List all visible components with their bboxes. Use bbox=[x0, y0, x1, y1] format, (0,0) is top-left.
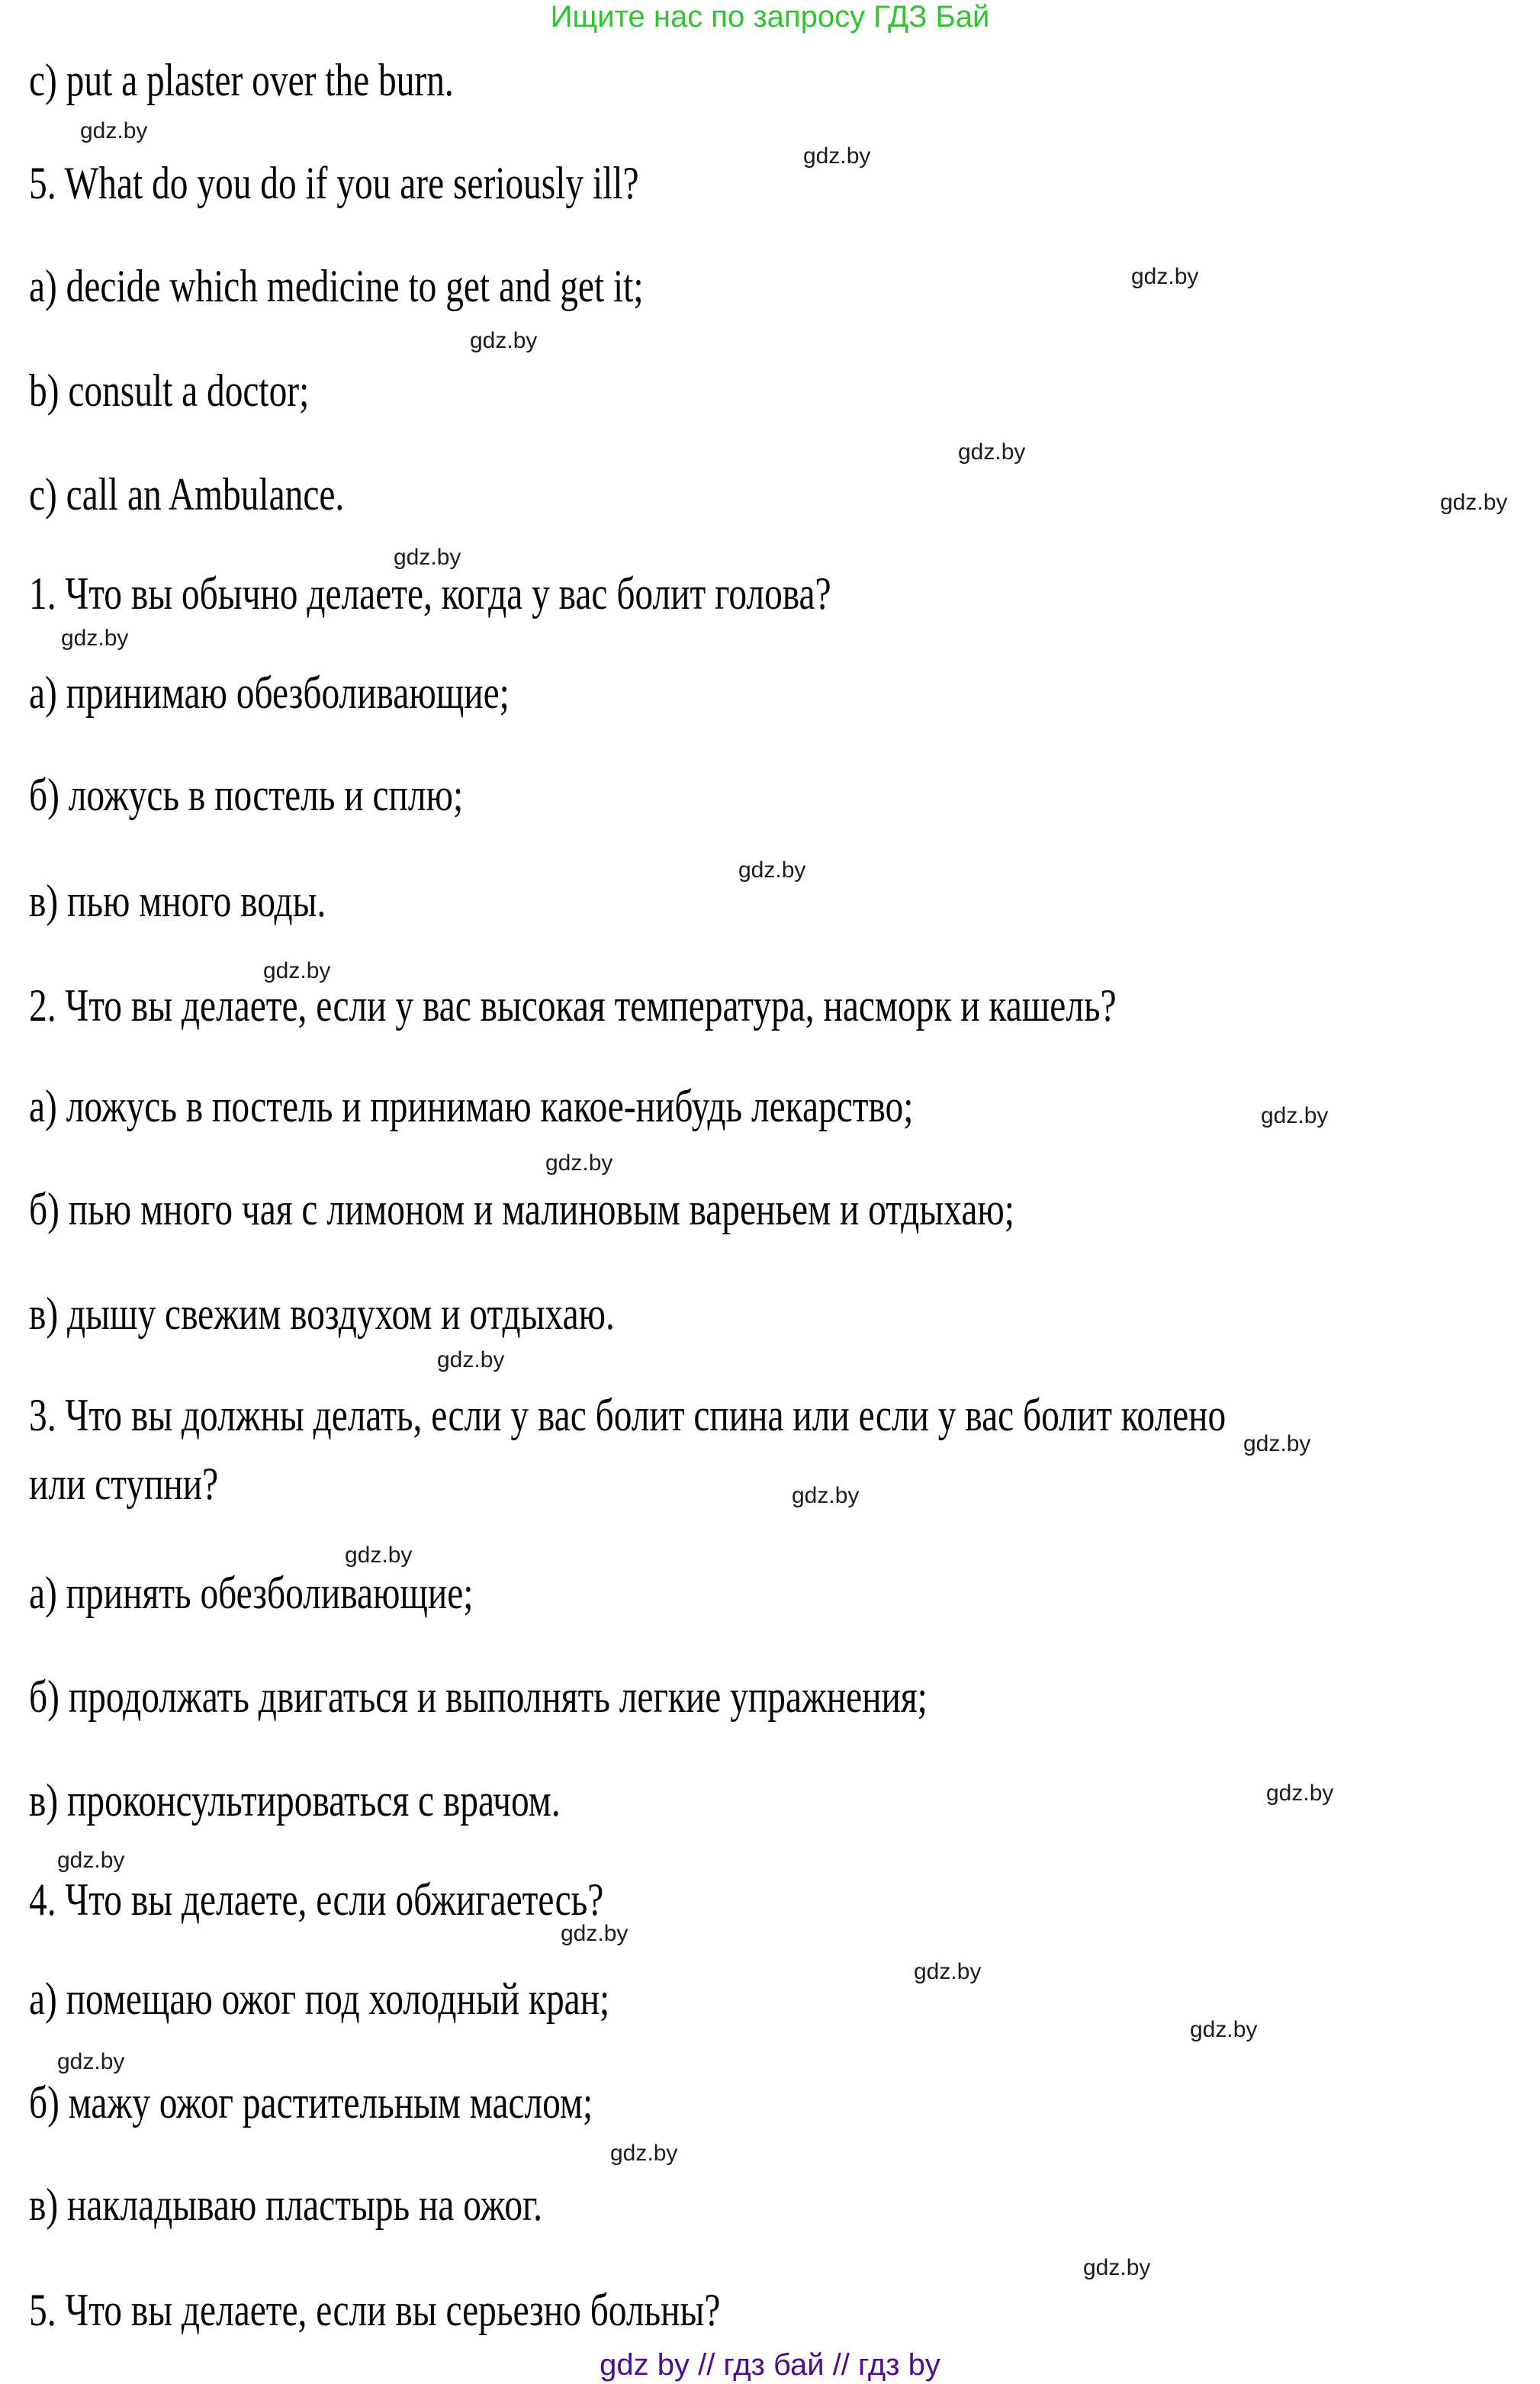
gdz-watermark: gdz.by bbox=[1261, 1103, 1329, 1128]
gdz-watermark: gdz.by bbox=[61, 626, 129, 651]
ru-q1-option-v-line: в) пью много воды. bbox=[29, 876, 326, 926]
gdz-watermark: gdz.by bbox=[345, 1543, 413, 1568]
gdz-watermark: gdz.by bbox=[958, 439, 1026, 465]
ru-question-1-line: 1. Что вы обычно делаете, когда у вас болит голова? bbox=[29, 568, 831, 619]
gdz-watermark: gdz.by bbox=[394, 545, 461, 570]
ru-question-3-wrap-line: или ступни? bbox=[29, 1459, 219, 1509]
gdz-watermark: gdz.by bbox=[1266, 1781, 1334, 1806]
site-header-text: Ищите нас по запросу ГДЗ Бай bbox=[550, 0, 990, 34]
gdz-watermark: gdz.by bbox=[545, 1150, 613, 1176]
en-option-c-burn-line: c) put a plaster over the burn. bbox=[29, 55, 454, 105]
site-footer-text: gdz by // гдз бай // гдз by bbox=[600, 2348, 940, 2382]
gdz-watermark: gdz.by bbox=[437, 1347, 505, 1372]
ru-q2-option-b-line: б) пью много чая с лимоном и малиновым вареньем и отдыхаю; bbox=[29, 1184, 1014, 1234]
ru-q3-option-v-line: в) проконсультироваться с врачом. bbox=[29, 1775, 561, 1826]
ru-q4-option-v-line: в) накладываю пластырь на ожог. bbox=[29, 2180, 542, 2230]
ru-question-4-line: 4. Что вы делаете, если обжигаетесь? bbox=[29, 1874, 604, 1925]
gdz-watermark: gdz.by bbox=[792, 1483, 860, 1508]
ru-q4-option-b-line: б) мажу ожог растительным маслом; bbox=[29, 2077, 593, 2128]
en-option-b-line: b) consult a doctor; bbox=[29, 365, 310, 416]
gdz-watermark: gdz.by bbox=[1083, 2255, 1151, 2280]
en-question-5-line: 5. What do you do if you are seriously ill? bbox=[29, 158, 639, 208]
ru-question-2-line: 2. Что вы делаете, если у вас высокая температура, насморк и кашель? bbox=[29, 980, 1117, 1031]
gdz-watermark: gdz.by bbox=[914, 1959, 982, 1984]
ru-q4-option-a-line: а) помещаю ожог под холодный кран; bbox=[29, 1974, 610, 2024]
gdz-watermark: gdz.by bbox=[470, 328, 538, 353]
gdz-watermark: gdz.by bbox=[1131, 264, 1199, 289]
gdz-watermark: gdz.by bbox=[803, 143, 871, 169]
ru-q3-option-b-line: б) продолжать двигаться и выполнять легкие упражнения; bbox=[29, 1671, 928, 1722]
gdz-watermark: gdz.by bbox=[1440, 490, 1508, 515]
gdz-watermark: gdz.by bbox=[738, 857, 806, 883]
ru-question-5-line: 5. Что вы делаете, если вы серьезно больны? bbox=[29, 2285, 721, 2335]
ru-q3-option-a-line: а) принять обезболивающие; bbox=[29, 1568, 474, 1618]
ru-question-3-line: 3. Что вы должны делать, если у вас болит спина или если у вас болит колено bbox=[29, 1390, 1227, 1440]
en-option-a-line: a) decide which medicine to get and get it; bbox=[29, 261, 644, 311]
en-option-c-line: c) call an Ambulance. bbox=[29, 469, 345, 520]
gdz-watermark: gdz.by bbox=[1243, 1431, 1311, 1456]
ru-q1-option-a-line: а) принимаю обезболивающие; bbox=[29, 668, 510, 718]
gdz-watermark: gdz.by bbox=[1190, 2017, 1258, 2042]
ru-q1-option-b-line: б) ложусь в постель и сплю; bbox=[29, 770, 464, 820]
ru-q2-option-a-line: а) ложусь в постель и принимаю какое-нибудь лекарство; bbox=[29, 1081, 914, 1131]
gdz-watermark: gdz.by bbox=[561, 1921, 629, 1946]
gdz-watermark: gdz.by bbox=[57, 2049, 125, 2074]
gdz-watermark: gdz.by bbox=[610, 2141, 678, 2166]
gdz-watermark: gdz.by bbox=[80, 118, 148, 143]
gdz-watermark: gdz.by bbox=[57, 1848, 125, 1873]
gdz-watermark: gdz.by bbox=[263, 958, 331, 983]
ru-q2-option-v-line: в) дышу свежим воздухом и отдыхаю. bbox=[29, 1289, 615, 1339]
